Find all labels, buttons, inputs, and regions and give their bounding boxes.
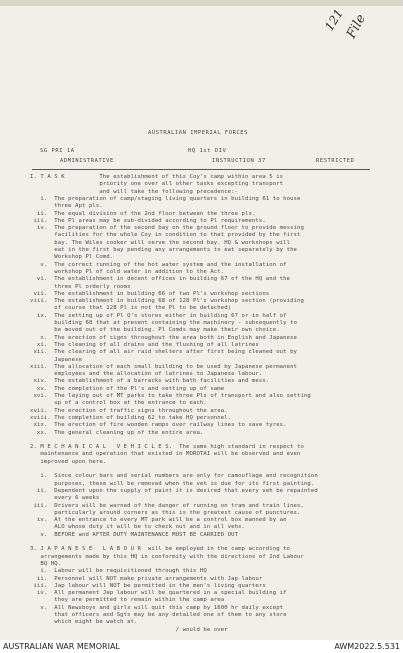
document-line: xii. The clearing of all air raid shelters after first being cleaned out by	[30, 349, 298, 356]
document-line: i. Since colour bars and serial numbers are only for camouflage and recognition	[30, 473, 318, 480]
document-line: iii. Drivers will be warned of the danger of running on tram and train lines,	[30, 502, 304, 509]
document-line: Workshop Pl Comd.	[30, 254, 114, 261]
document-line: 3. J A P A N E S E L A B O U R will be employed in the camp according to	[30, 546, 291, 553]
document-line: vii. The establishment in building 66 of two Pl's workshop sections	[30, 290, 270, 297]
document-line: ALO whose duty it will be to check out and in all vehs.	[30, 524, 245, 531]
header-hq: HQ 1st DIV	[188, 148, 227, 154]
document-line: arrangements made by this HQ in conformity with the directions of 2nd Labour	[30, 553, 304, 560]
document-line: ix. The setting up of Pl Q's stores either in building 67 or in half of	[30, 312, 287, 319]
document-line: be moved out of the building. Pl Comds may make their own choice.	[30, 327, 280, 334]
document-line: xiv. The establishment of a barracks with bath facilities and mess.	[30, 378, 270, 385]
document-line: v. The correct running of the hot water system and the installation of	[30, 261, 287, 268]
document-line: facilities for the whole Coy in condition to that provided by the first	[30, 232, 301, 239]
document-line: xx. The general cleaning up of the entire area.	[30, 429, 204, 436]
document-line: v. BEFORE and AFTER DUTY MAINTENANCE MUST BE CARRIED OUT	[30, 531, 239, 538]
document-line: eat in the first bay pending any arrangements to eat separately by the	[30, 247, 298, 253]
header-rule	[32, 169, 370, 170]
header-org: AUSTRALIAN IMPERIAL FORCES	[148, 130, 248, 136]
document-line: xvii. The erection of traffic signs throughout the area.	[30, 407, 228, 414]
document-line: xviii. The completion of building 62 to take HQ personnel.	[30, 414, 232, 421]
document-line: xiii. The allocation of each small building to be used by Japanese permanent	[30, 363, 298, 370]
document-line: BQ HQ.	[30, 560, 62, 567]
document-line: iii. Jap labour will NOT be permitted in the men's living quarters	[30, 582, 266, 589]
document-line: iv. The preparation of the second bay on the ground floor to provide messing	[30, 225, 304, 232]
document-line: v. All Newsboys and girls will quit this camp by 1600 hr daily except	[30, 604, 284, 611]
document-line: bay. The Wiles cooker will serve the second bay. HQ & workshops will	[30, 239, 291, 246]
document-line: 2. M E C H A N I C A L V E H I C L E S. The same high standard in respect to	[30, 444, 304, 451]
document-line: vi. The establishment in decent offices in building 67 of the HQ and the	[30, 276, 291, 283]
document-line: i. The preparation of camp/staging living quarters in building 61 to house	[30, 195, 301, 202]
document-line: ii. Personnel will NOT make private arrangements with Jap labour	[30, 575, 263, 582]
document-line: I. T A S K The establishment of this Coy's camp within area 5 is	[30, 174, 284, 180]
document-line: viii. The establishment in building 68 of 128 Pl's workshop section (providing	[30, 298, 304, 305]
document-line: purposes, these will be removed when the veh is due for its first painting.	[30, 480, 315, 487]
document-line: particularly around corners as this is the greatest cause of punctures.	[30, 509, 301, 516]
document-line: xv. The completion of the Pl's and setting up of same	[30, 385, 225, 392]
document-line: up of a control box at the entrance to each.	[30, 400, 207, 407]
document-line: which might be watch at.	[30, 619, 138, 626]
footer-bar	[0, 640, 403, 653]
document-line: Japanese	[30, 356, 83, 363]
header-title: ADMINISTRATIVE	[60, 158, 114, 164]
document-line: ii. The equal division of the 2nd floor between the three pls.	[30, 210, 256, 217]
document-line: employees and the allocation of latrines to Japanese labour.	[30, 371, 263, 378]
header-ref: SG PRI 1A	[40, 148, 75, 154]
document-line: xix. The erection of fire wooden ramps over railway lines to save tyres.	[30, 422, 287, 429]
document-line: improved upon here.	[30, 458, 107, 465]
document-line: workshop Pl of cold water in addition to the Act.	[30, 268, 225, 275]
header-instruction: INSTRUCTION 37	[212, 158, 266, 164]
document-line: of course that 128 Pl is not the Pl to be detached)	[30, 305, 232, 312]
document-line: xvi. The laying out of MT parks to take three Pls of transport and also setting	[30, 393, 311, 399]
document-line: xi. The cleaning of all drains and the flushing of all latrines	[30, 341, 259, 348]
document-line: iv. All permanent Jap labour will be quartered in a special building if	[30, 590, 287, 597]
document-line: every 6 weeks	[30, 495, 100, 502]
document-line: and will take the following precedence:-	[30, 188, 239, 195]
document-line: three Pl orderly rooms	[30, 283, 131, 290]
footer-credit: AUSTRALIAN WAR MEMORIAL	[3, 642, 120, 651]
document-line: they are permitted to remain within the camp area	[30, 597, 225, 604]
header-classification: RESTRICTED	[316, 158, 355, 164]
document-line: i. Labour will be requisitioned through this HQ	[30, 568, 207, 575]
document-line: priority one over all other tasks excepting transport	[30, 181, 284, 188]
footer-accession: AWM2022.5.531	[334, 642, 400, 651]
document-line: / would be over	[30, 626, 228, 633]
document-line: ii. Dependent upon the supply of paint it is desired that every veh be repainted	[30, 487, 318, 494]
document-line: that officers and Sgts may be any detailed one of them to any store	[30, 612, 287, 618]
handwritten-number: 121	[322, 6, 347, 34]
document-line: maintenance and operation that existed in MOROTAI will be observed and even	[30, 451, 301, 458]
document-line: three Apt pls.	[30, 203, 103, 210]
document-line: iii. The Pl areas may be sub-divided according to Pl requirements.	[30, 217, 266, 224]
handwritten-file-note: File	[344, 11, 369, 42]
document-line: building 68 that at present containing the machinery - subsequently to	[30, 320, 298, 326]
document-line: iv. At the entrance to every MT park will be a control box manned by an	[30, 517, 287, 524]
document-line: x. The erection of signs throughout the area both in English and Japanese	[30, 334, 298, 341]
